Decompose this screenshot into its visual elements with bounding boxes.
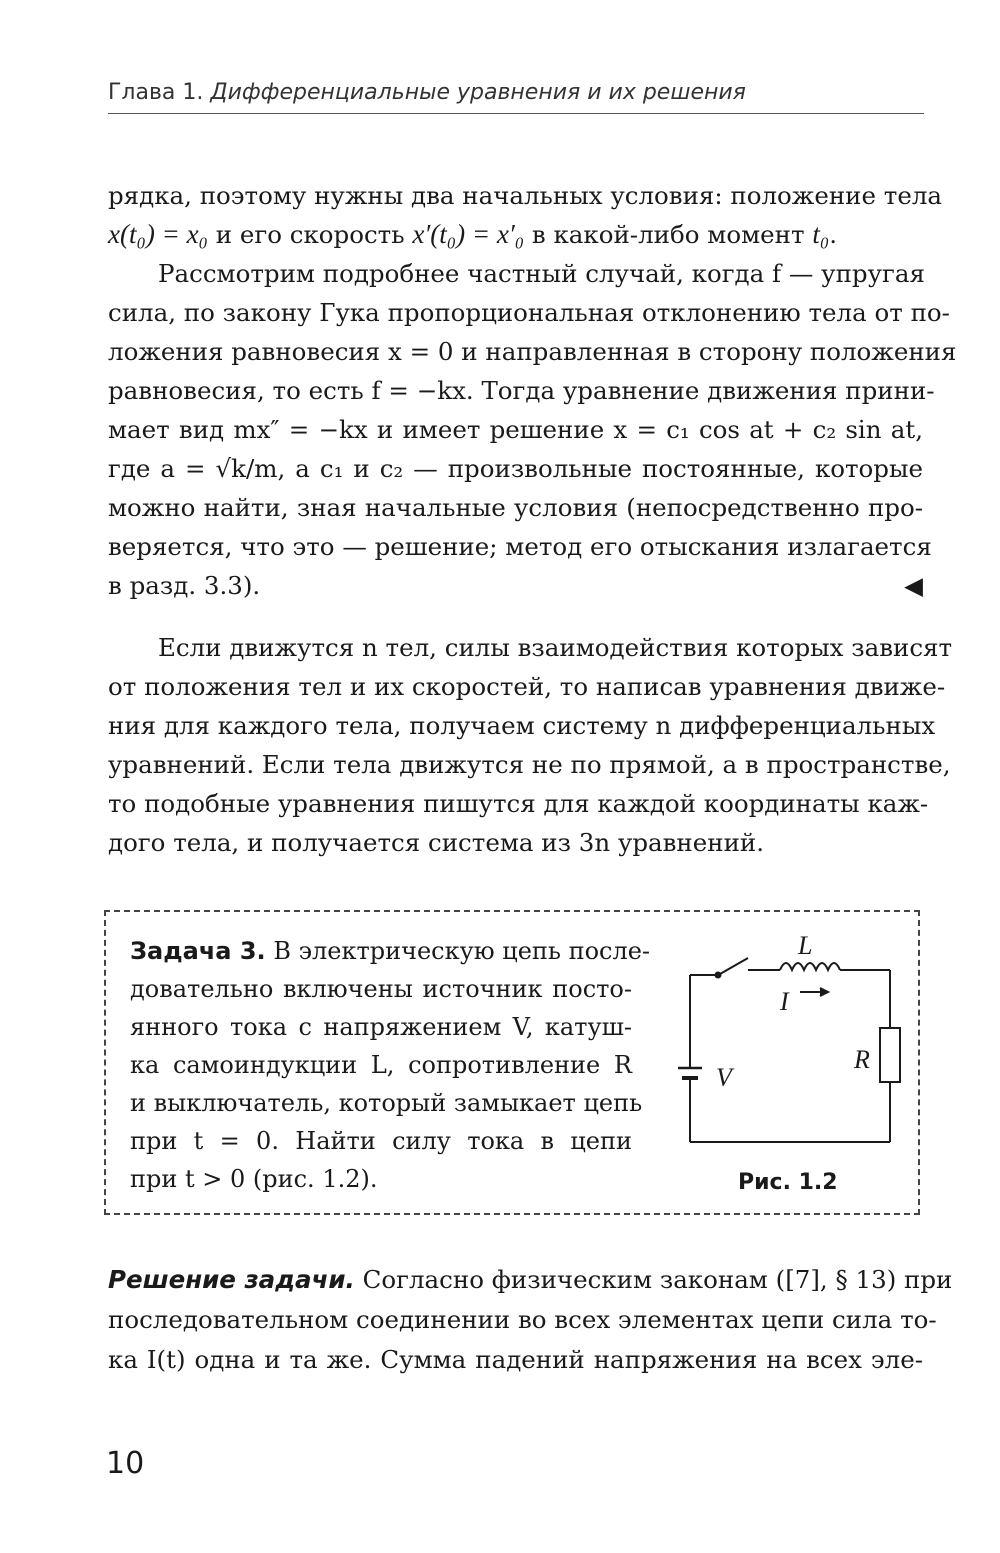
paragraph-hooke-example (108, 254, 957, 605)
text-line: мает вид mx″ = −kx и имеет решение x = c₁ cos at + c₂ sin at, (108, 415, 923, 444)
text-line: равновесия, то есть f = −kx. Тогда уравнение движения прини- (108, 376, 935, 405)
math-initial-velocity: x′(t₀) = x′₀ (412, 219, 525, 249)
resistor (880, 1028, 900, 1082)
page-number: 10 (106, 1446, 145, 1481)
text-line: ка I(t) одна и та же. Сумма падений напряжения на всех эле- (108, 1345, 923, 1374)
text-line: Решение задачи. Согласно физическим законам ([7], § 13) при (108, 1265, 953, 1294)
text-line: уравнений. Если тела движутся не по прямой, а в пространстве, (108, 750, 951, 779)
text-line: при t = 0. Найти силу тока в цепи (130, 1127, 632, 1155)
current-arrow-head (820, 988, 828, 996)
paragraph-n-bodies (108, 628, 953, 862)
end-of-example-marker: ◀ (904, 571, 923, 600)
resistor-label: R (854, 1045, 870, 1074)
solution-paragraph (108, 1260, 953, 1380)
math-initial-position: x(t₀) = x₀ (108, 219, 208, 249)
text-line: Задача 3. В электрическую цепь после- (130, 937, 651, 965)
source-label: V (716, 1063, 732, 1092)
text-line: рядка, поэтому нужны два начальных условия: положение тела (108, 181, 943, 210)
paragraph-continuation (108, 176, 943, 254)
chapter-title: Дифференциальные уравнения и их решения (210, 80, 746, 105)
inductor-coil (780, 963, 840, 970)
circuit-diagram (660, 930, 910, 1150)
figure-caption: Рис. 1.2 (738, 1170, 838, 1195)
text-line: при t > 0 (рис. 1.2). (130, 1165, 378, 1193)
text-line: от положения тел и их скоростей, то написав уравнения движе- (108, 672, 946, 701)
chapter-number: Глава 1. (108, 80, 204, 105)
text-line: ка самоиндукции L, сопротивление R (130, 1051, 632, 1079)
text-line: и выключатель, который замыкает цепь (130, 1089, 643, 1117)
solution-label: Решение задачи. (108, 1265, 355, 1294)
task-statement (130, 932, 651, 1198)
text-line: ложения равновесия x = 0 и направленная в сторону положения (108, 337, 957, 366)
text-line: в разд. 3.3). ◀ (108, 566, 923, 605)
switch-blade (720, 958, 748, 974)
text-line: сила, по закону Гука пропорциональная отклонению тела от по- (108, 298, 950, 327)
text-line: x(t₀) = x₀ и его скорость x′(t₀) = x′₀ в какой-либо момент t₀. (108, 219, 837, 249)
math-initial-time: t₀ (812, 219, 830, 249)
text-line: где a = √k/m, а c₁ и c₂ — произвольные постоянные, которые (108, 454, 923, 483)
text-line: дого тела, и получается система из 3n уравнений. (108, 828, 765, 857)
text-line: ния для каждого тела, получаем систему n дифференциальных (108, 711, 936, 740)
current-label: I (780, 987, 789, 1016)
text-line: Если движутся n тел, силы взаимодействия которых зависят (158, 633, 953, 662)
task-label: Задача 3. (130, 937, 266, 965)
text-line: можно найти, зная начальные условия (непосредственно про- (108, 493, 923, 522)
text-line: Рассмотрим подробнее частный случай, когда f — упругая (158, 259, 925, 288)
text-line: янного тока с напряжением V, катуш- (130, 1013, 632, 1041)
text-line: довательно включены источник посто- (130, 975, 632, 1003)
running-header (108, 80, 924, 114)
text-line: то подобные уравнения пишутся для каждой координаты каж- (108, 789, 929, 818)
inductor-label: L (798, 931, 813, 960)
text-line: последовательном соединении во всех элементах цепи сила то- (108, 1305, 937, 1334)
text-line: веряется, что это — решение; метод его отыскания излагается (108, 532, 932, 561)
